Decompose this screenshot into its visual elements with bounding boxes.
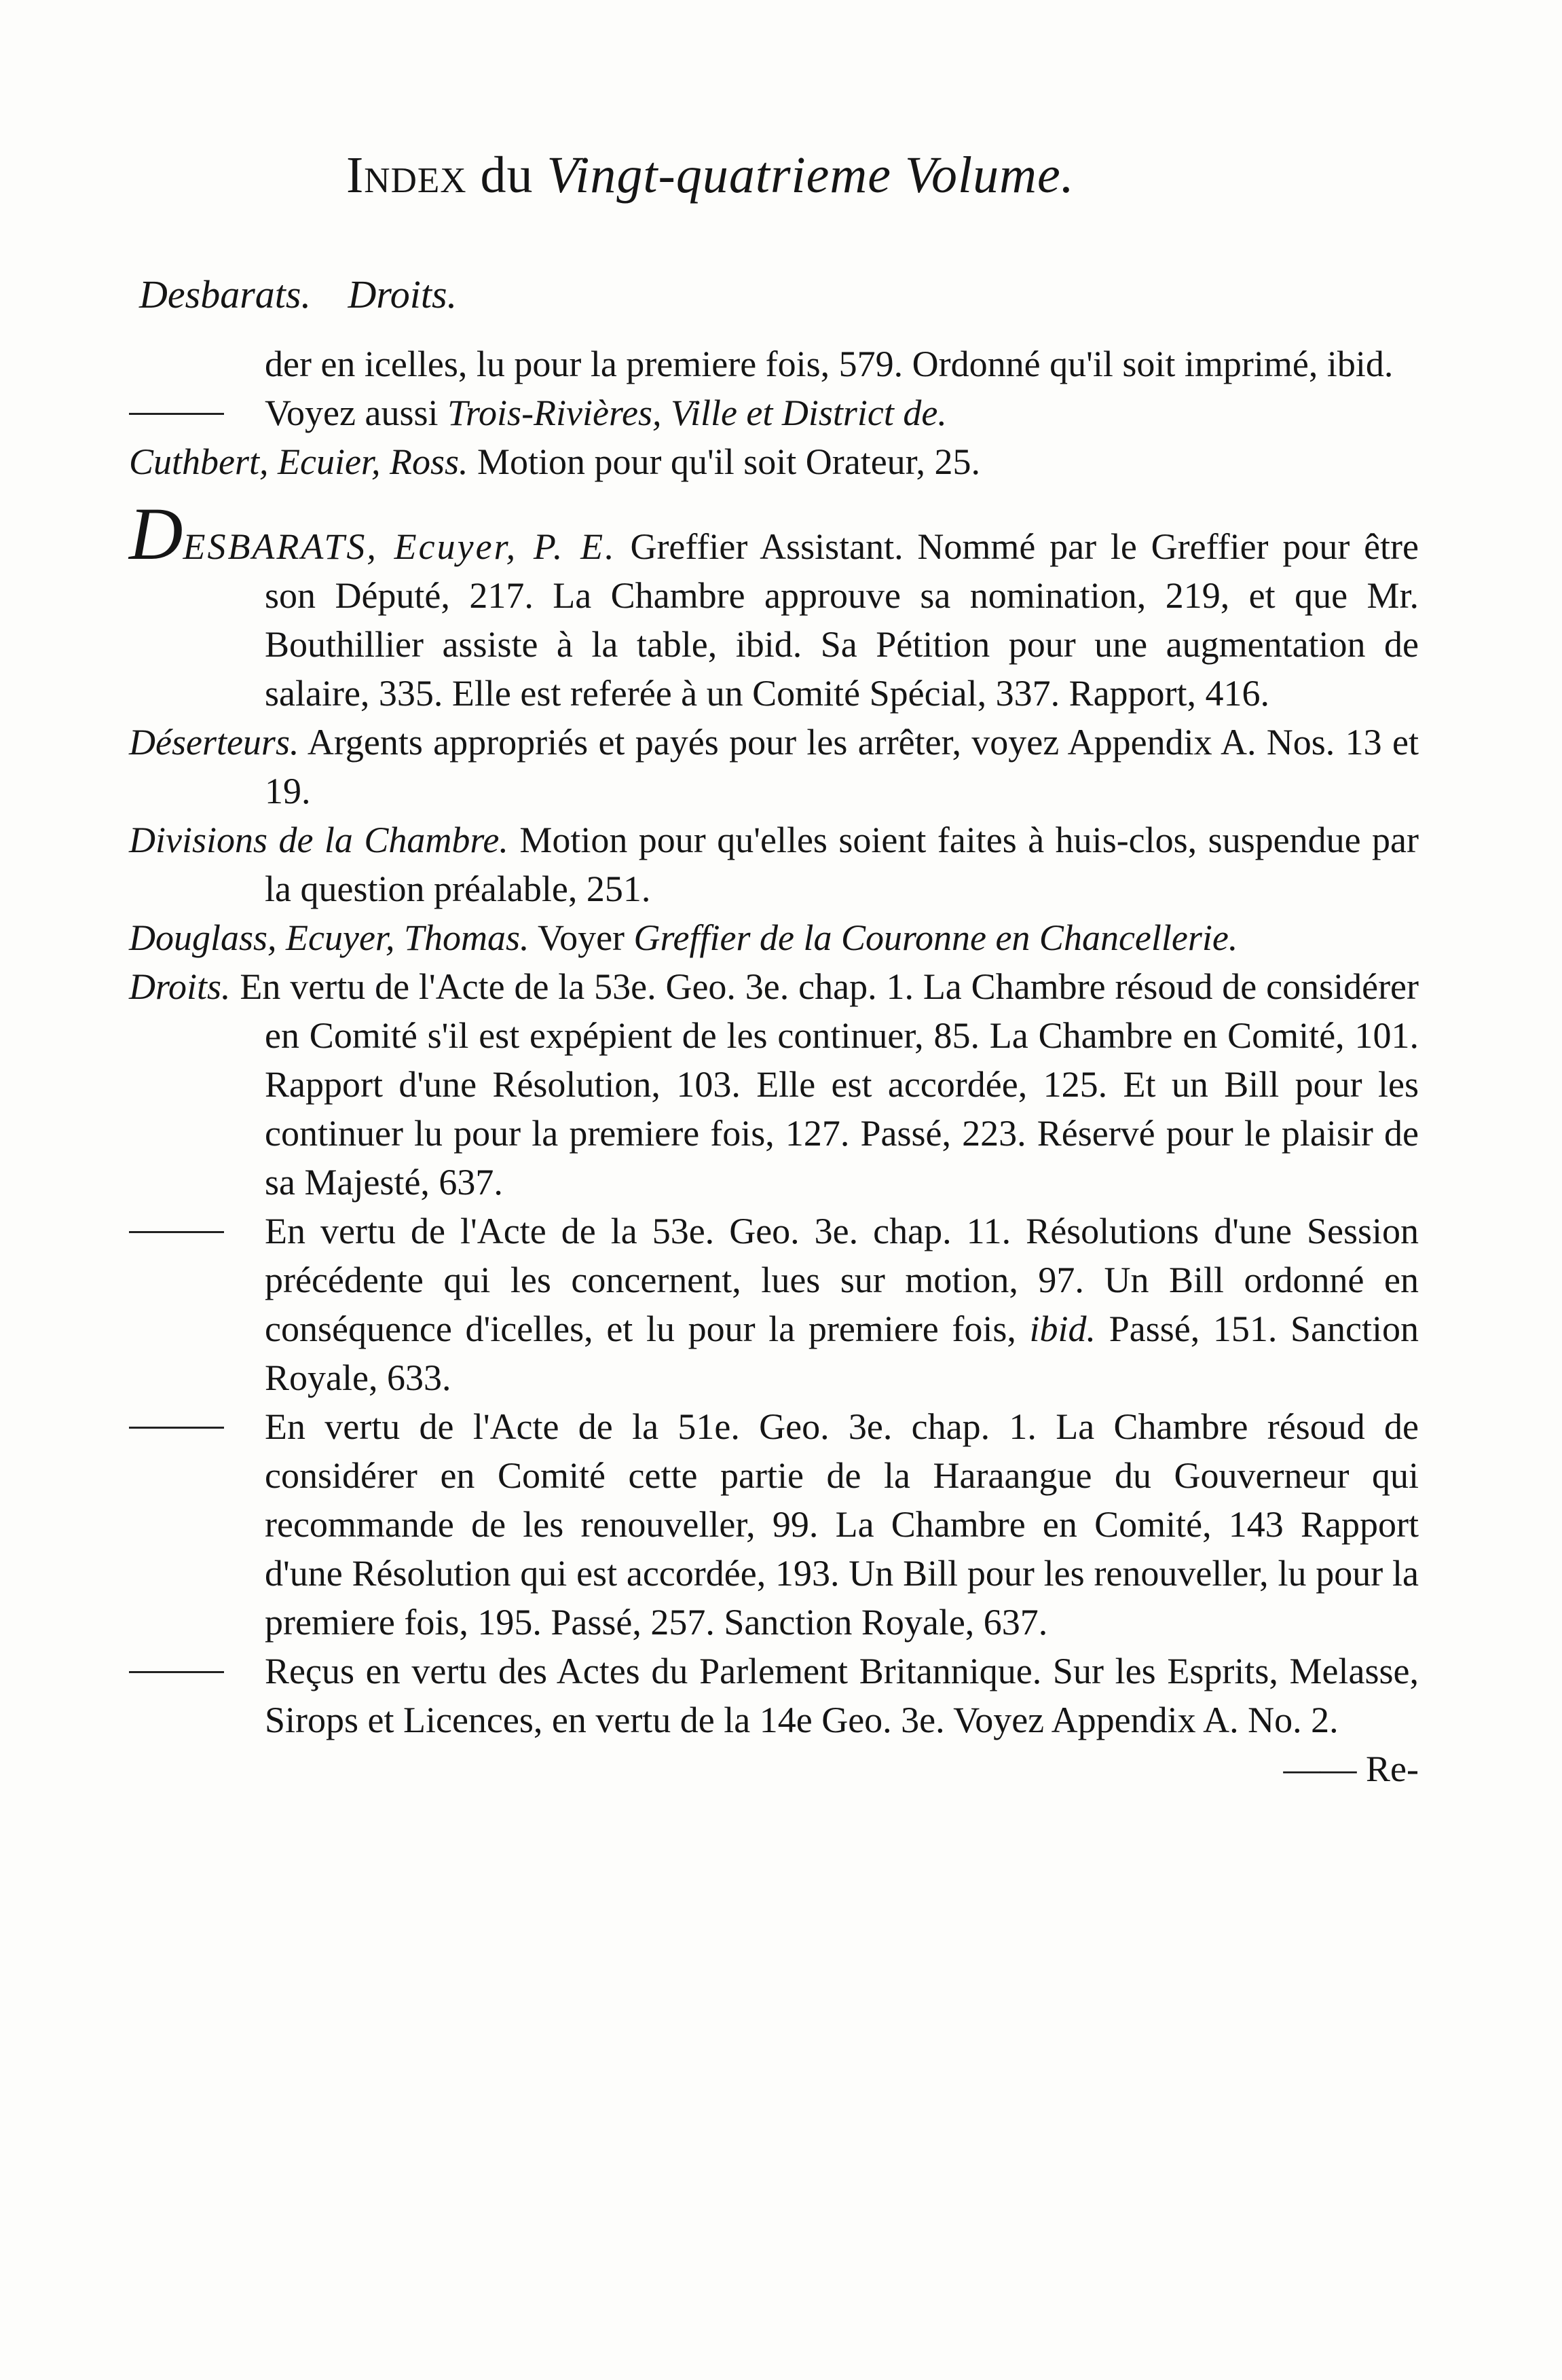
- entry-text: Reçus en vertu des Actes du Parlement Britannique. Sur les Esprits, Melasse, Sirops et Licences, en vertu de la 14e Geo. 3e. Voyez Appendix A. No. 2.: [265, 1651, 1419, 1740]
- entry-text: Argents appropriés et payés pour les arrêter, voyez Appendix A. Nos. 13 et 19.: [265, 722, 1419, 811]
- entry-head-big: [129, 492, 616, 575]
- entry-text: En vertu de l'Acte de la 53e. Geo. 3e. chap. 1. La Chambre résoud de considérer en Comité s'il est expépient de les continuer, 85. La Chambre en Comité, 101. Rapport d'une Résolution, 103. Elle est accordée, 125. Et un Bill pour les continuer lu pour la premiere fois, 127. Passé, 223. Réservé pour le plaisir de sa Majesté, 637.: [240, 966, 1419, 1203]
- section-gap: [129, 486, 1419, 513]
- entry-voyez-ital: Trois-Rivières, Ville et District de.: [447, 392, 947, 433]
- continuation-text: der en icelles, lu pour la premiere fois, 579. Ordonné qu'il soit imprimé, ibid.: [265, 344, 1394, 384]
- running-head-index: Index: [346, 147, 467, 204]
- entry-text-tail: Passé, 151. Sanction Royale, 633.: [265, 1308, 1419, 1398]
- entry-head: ESBARATS, Ecuyer, P. E.: [183, 526, 616, 567]
- dash-rule: [129, 1231, 224, 1233]
- entry-douglass: [129, 913, 1419, 962]
- entry-head: Déserteurs.: [129, 722, 299, 763]
- entry-droits-3: [129, 1402, 1419, 1647]
- entry-text-lead: Voyer: [538, 917, 634, 958]
- entry-head: Droits.: [129, 966, 231, 1007]
- entry-text-ital: Greffier de la Couronne en Chancellerie.: [633, 917, 1238, 958]
- entry-droits: [129, 962, 1419, 1207]
- catchline-right: Droits.: [348, 272, 458, 316]
- catchline-left: Desbarats.: [139, 272, 311, 316]
- dash-rule: [129, 1427, 224, 1429]
- entry-head: Cuthbert, Ecuier, Ross.: [129, 441, 468, 482]
- entry-text-ital: ibid.: [1029, 1308, 1096, 1349]
- entry-desbarats: [129, 492, 1419, 718]
- entry-head: Divisions de la Chambre.: [129, 820, 508, 860]
- drop-cap: D: [129, 492, 183, 575]
- entry-text: Motion pour qu'elles soient faites à huis-clos, suspendue par la question préalable, 251.: [265, 820, 1419, 909]
- entry-deserteurs: [129, 718, 1419, 816]
- dash-rule: [129, 1671, 224, 1673]
- entry-text-lead: En vertu de l'Acte de la 53e. Geo. 3e. chap. 11. Résolutions d'une Session précédente qui les concernent, lues sur motion, 97. Un Bill ordonné en conséquence d'icelles, et lu pour la premiere fois,: [265, 1211, 1419, 1349]
- catchword: —— Re-: [1283, 1749, 1419, 1789]
- entry-divisions: [129, 816, 1419, 913]
- catchline: [139, 272, 484, 317]
- entry-droits-4: [129, 1647, 1419, 1789]
- index-body: [129, 340, 1419, 1793]
- running-head: [346, 146, 1297, 205]
- dash-rule: [129, 413, 224, 415]
- entry-text: En vertu de l'Acte de la 51e. Geo. 3e. chap. 1. La Chambre résoud de considérer en Comité cette partie de la Haraangue du Gouverneur qui recommande de les renouveller, 99. La Chambre en Comité, 143 Rapport d'une Résolution qui est accordée, 193. Un Bill pour les renouveller, lu pour la premiere fois, 195. Passé, 257. Sanction Royale, 637.: [265, 1406, 1419, 1643]
- entry-text: Motion pour qu'il soit Orateur, 25.: [477, 441, 980, 482]
- entry-voyez-trois-rivieres: [129, 388, 1419, 437]
- entry-head: Douglass, Ecuyer, Thomas.: [129, 917, 529, 958]
- entry-droits-2: [129, 1207, 1419, 1402]
- running-head-title: Vingt-quatrieme Volume.: [546, 147, 1075, 204]
- entry-cuthbert: [129, 437, 1419, 486]
- running-head-du: du: [480, 147, 534, 204]
- entry-voyez-lead: Voyez aussi: [265, 392, 447, 433]
- entry-text: Greffier Assistant. Nommé par le Greffier pour être son Député, 217. La Chambre approuve sa nomination, 219, et que Mr. Bouthillier assiste à la table, ibid. Sa Pétition pour une augmentation de salaire, 335. Elle est referée à un Comité Spécial, 337. Rapport, 416.: [265, 526, 1419, 714]
